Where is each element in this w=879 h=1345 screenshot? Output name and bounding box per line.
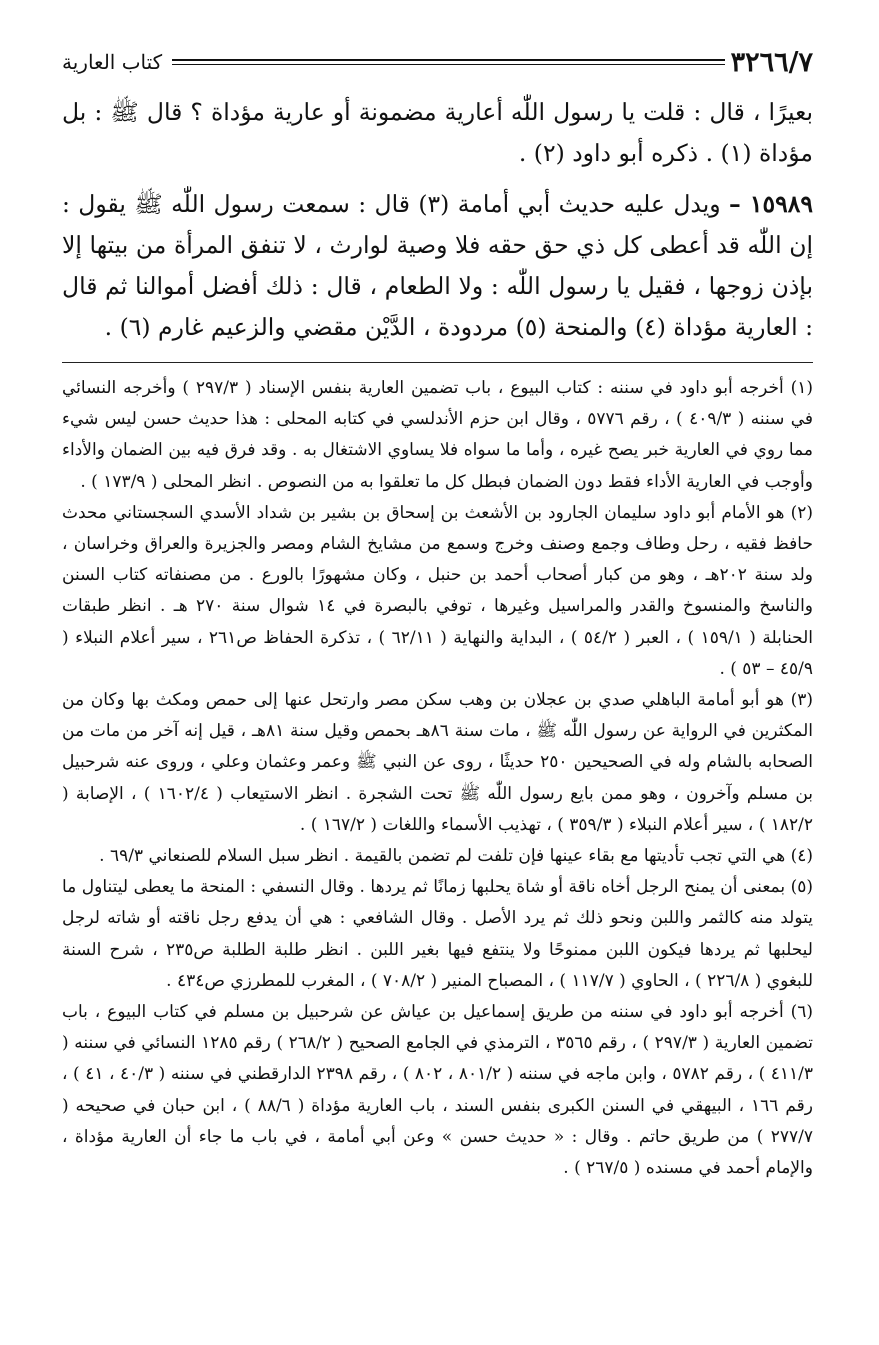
- main-paragraph: [62, 92, 813, 174]
- footnote: (٣) هو أبو أمامة الباهلي صدي بن عجلان بن وهب سكن مصر وارتحل عنها إلى حمص ومكث بها وكان من المكثرين في الرواية عن رسول اللّٰه ﷺ ، مات سنة ٨٦هـ بحمص وقيل سنة ٨١هـ ، قيل إنه آخر من مات من الصحابه بالشام وله في الصحيحين ٢٥٠ حديثًا ، روى عن النبي ﷺ وعمر وعثمان وعلي ، وروى عنه شرحبيل بن مسلم وآخرون ، وهو ممن بايع رسول اللّٰه ﷺ تحت الشجرة . انظر الاستيعاب ( ١٦٠٢/٤ ) ، الإصابة ( ١٨٢/٢ ) ، سير أعلام النبلاء ( ٣٥٩/٣ ) ، تهذيب الأسماء واللغات ( ١٦٧/٢ ) .: [62, 690, 814, 835]
- main-paragraph-text: ويدل عليه حديث أبي أمامة (٣) قال : سمعت رسول اللّٰه ﷺ يقول : إن اللّٰه قد أعطى كل ذي حق حقه فلا وصية لوارث ، لا تنفق المرأة من بيتها إلا بإذن زوجها ، فقيل يا رسول اللّٰه : ولا الطعام ، قال : ذلك أفضل أموالنا ثم قال : العارية مؤداة (٤) والمنحة (٥) مردودة ، الدَّيْن مقضي والزعيم غارم (٦) .: [62, 190, 813, 341]
- footnote: (١) أخرجه أبو داود في سننه : كتاب البيوع ، باب تضمين العارية بنفس الإسناد ( ٢٩٧/٣ ) وأخرجه النسائي في سننه ( ٤٠٩/٣ ) ، رقم ٥٧٧٦ ، وقال ابن حزم الأندلسي في كتابه المحلى : هذا حديث حسن ليس شيء مما روي في العارية خبر يصح غيره ، وأما ما سواه فلا يساوي الاشتغال به . وقد فرق فيه بين الضمان والأداء وأوجب في العارية الأداء فقط دون الضمان فبطل كل ما تعلقوا به من النصوص . انظر المحلى ( ١٧٣/٩ ) .: [62, 378, 813, 492]
- book-title: كتاب العارية: [62, 50, 163, 74]
- footnote: (٥) بمعنى أن يمنح الرجل أخاه ناقة أو شاة يحلبها زمانًا ثم يردها . وقال النسفي : المنحة ما يعطى ليتناول ما يتولد منه كالثمر واللبن ونحو ذلك ثم يرد الأصل . وقال الشافعي : هي أن يدفع رجل ناقته أو شاته لرجل ليحلبها ثم يردها فيكون اللبن ممنوحًا ولا ينتفع فيها بغير اللبن . انظر طلبة الطلبة ص٢٣٥ ، شرح السنة للبغوي ( ٢٢٦/٨ ) ، الحاوي ( ١١٧/٧ ) ، المصباح المنير ( ٧٠٨/٢ ) ، المغرب للمطرزي ص٤٣٤ .: [62, 877, 814, 991]
- paragraph-number: ١٥٩٨٩ –: [729, 190, 813, 218]
- footnote-divider: [62, 362, 813, 363]
- book-page: [62, 40, 813, 1184]
- footnotes: [62, 373, 813, 1184]
- main-paragraph: [62, 184, 813, 348]
- footnote: (٢) هو الأمام أبو داود سليمان الجارود بن الأشعث بن إسحاق بن بشير بن شداد الأسدي السجستاني محدث حافظ فقيه ، رحل وطاف وجمع وصنف وخرج وسمع من مشايخ الشام ومصر والجزيرة والعراق وخراسان ، ولد سنة ٢٠٢هـ ، وهو من كبار أصحاب أحمد بن حنبل ، وكان مشهورًا بالورع . من مصنفاته كتاب السنن والناسخ والمنسوخ والقدر والمراسيل وغيرها ، توفي بالبصرة في ١٤ شوال سنة ٢٧٠ هـ . انظر طبقات الحنابلة ( ١٥٩/١ ) ، العبر ( ٥٤/٢ ) ، البداية والنهاية ( ٦٢/١١ ) ، تذكرة الحفاظ ص٢٦١ ، سير أعلام النبلاء ( ٤٥/٩ – ٥٣ ) .: [62, 502, 814, 679]
- main-text: [62, 92, 813, 348]
- main-paragraph-text: بعيرًا ، قال : قلت يا رسول اللّٰه أعارية مضمونة أو عارية مؤداة ؟ قال ﷺ : بل مؤداة (١) . ذكره أبو داود (٢) .: [62, 98, 813, 167]
- header-rule: [172, 59, 724, 65]
- footnote: (٦) أخرجه أبو داود في سننه من طريق إسماعيل بن عياش عن شرحبيل بن مسلم في كتاب البيوع ، باب تضمين العارية ( ٢٩٧/٣ ) ، رقم ٣٥٦٥ ، الترمذي في الجامع الصحيح ( ٢٦٨/٢ ) رقم ١٢٨٥ النسائي في سننه ( ٤١١/٣ ) ، رقم ٥٧٨٢ ، وابن ماجه في سننه ( ٨٠١/٢ ، ٨٠٢ ) ، رقم ٢٣٩٨ الدارقطني في سننه ( ٤٠/٣ ، ٤١ ) ، رقم ١٦٦ ، البيهقي في السنن الكبرى بنفس السند ، باب العارية مؤداة ( ٨٨/٦ ) ، ابن حبان في صحيحه ( ٢٧٧/٧ ) من طريق حاتم . وقال : « حديث حسن » وعن أبي أمامة ، في باب ما جاء أن العارية مؤداة ، والإمام أحمد في مسنده ( ٢٦٧/٥ ) .: [62, 1002, 814, 1179]
- footnote: (٤) هي التي تجب تأديتها مع بقاء عينها فإن تلفت لم تضمن بالقيمة . انظر سبل السلام للصنعاني ٦٩/٣ .: [99, 846, 813, 867]
- page-header: [62, 40, 813, 84]
- page-number: ٣٢٦٦/٧: [730, 46, 813, 78]
